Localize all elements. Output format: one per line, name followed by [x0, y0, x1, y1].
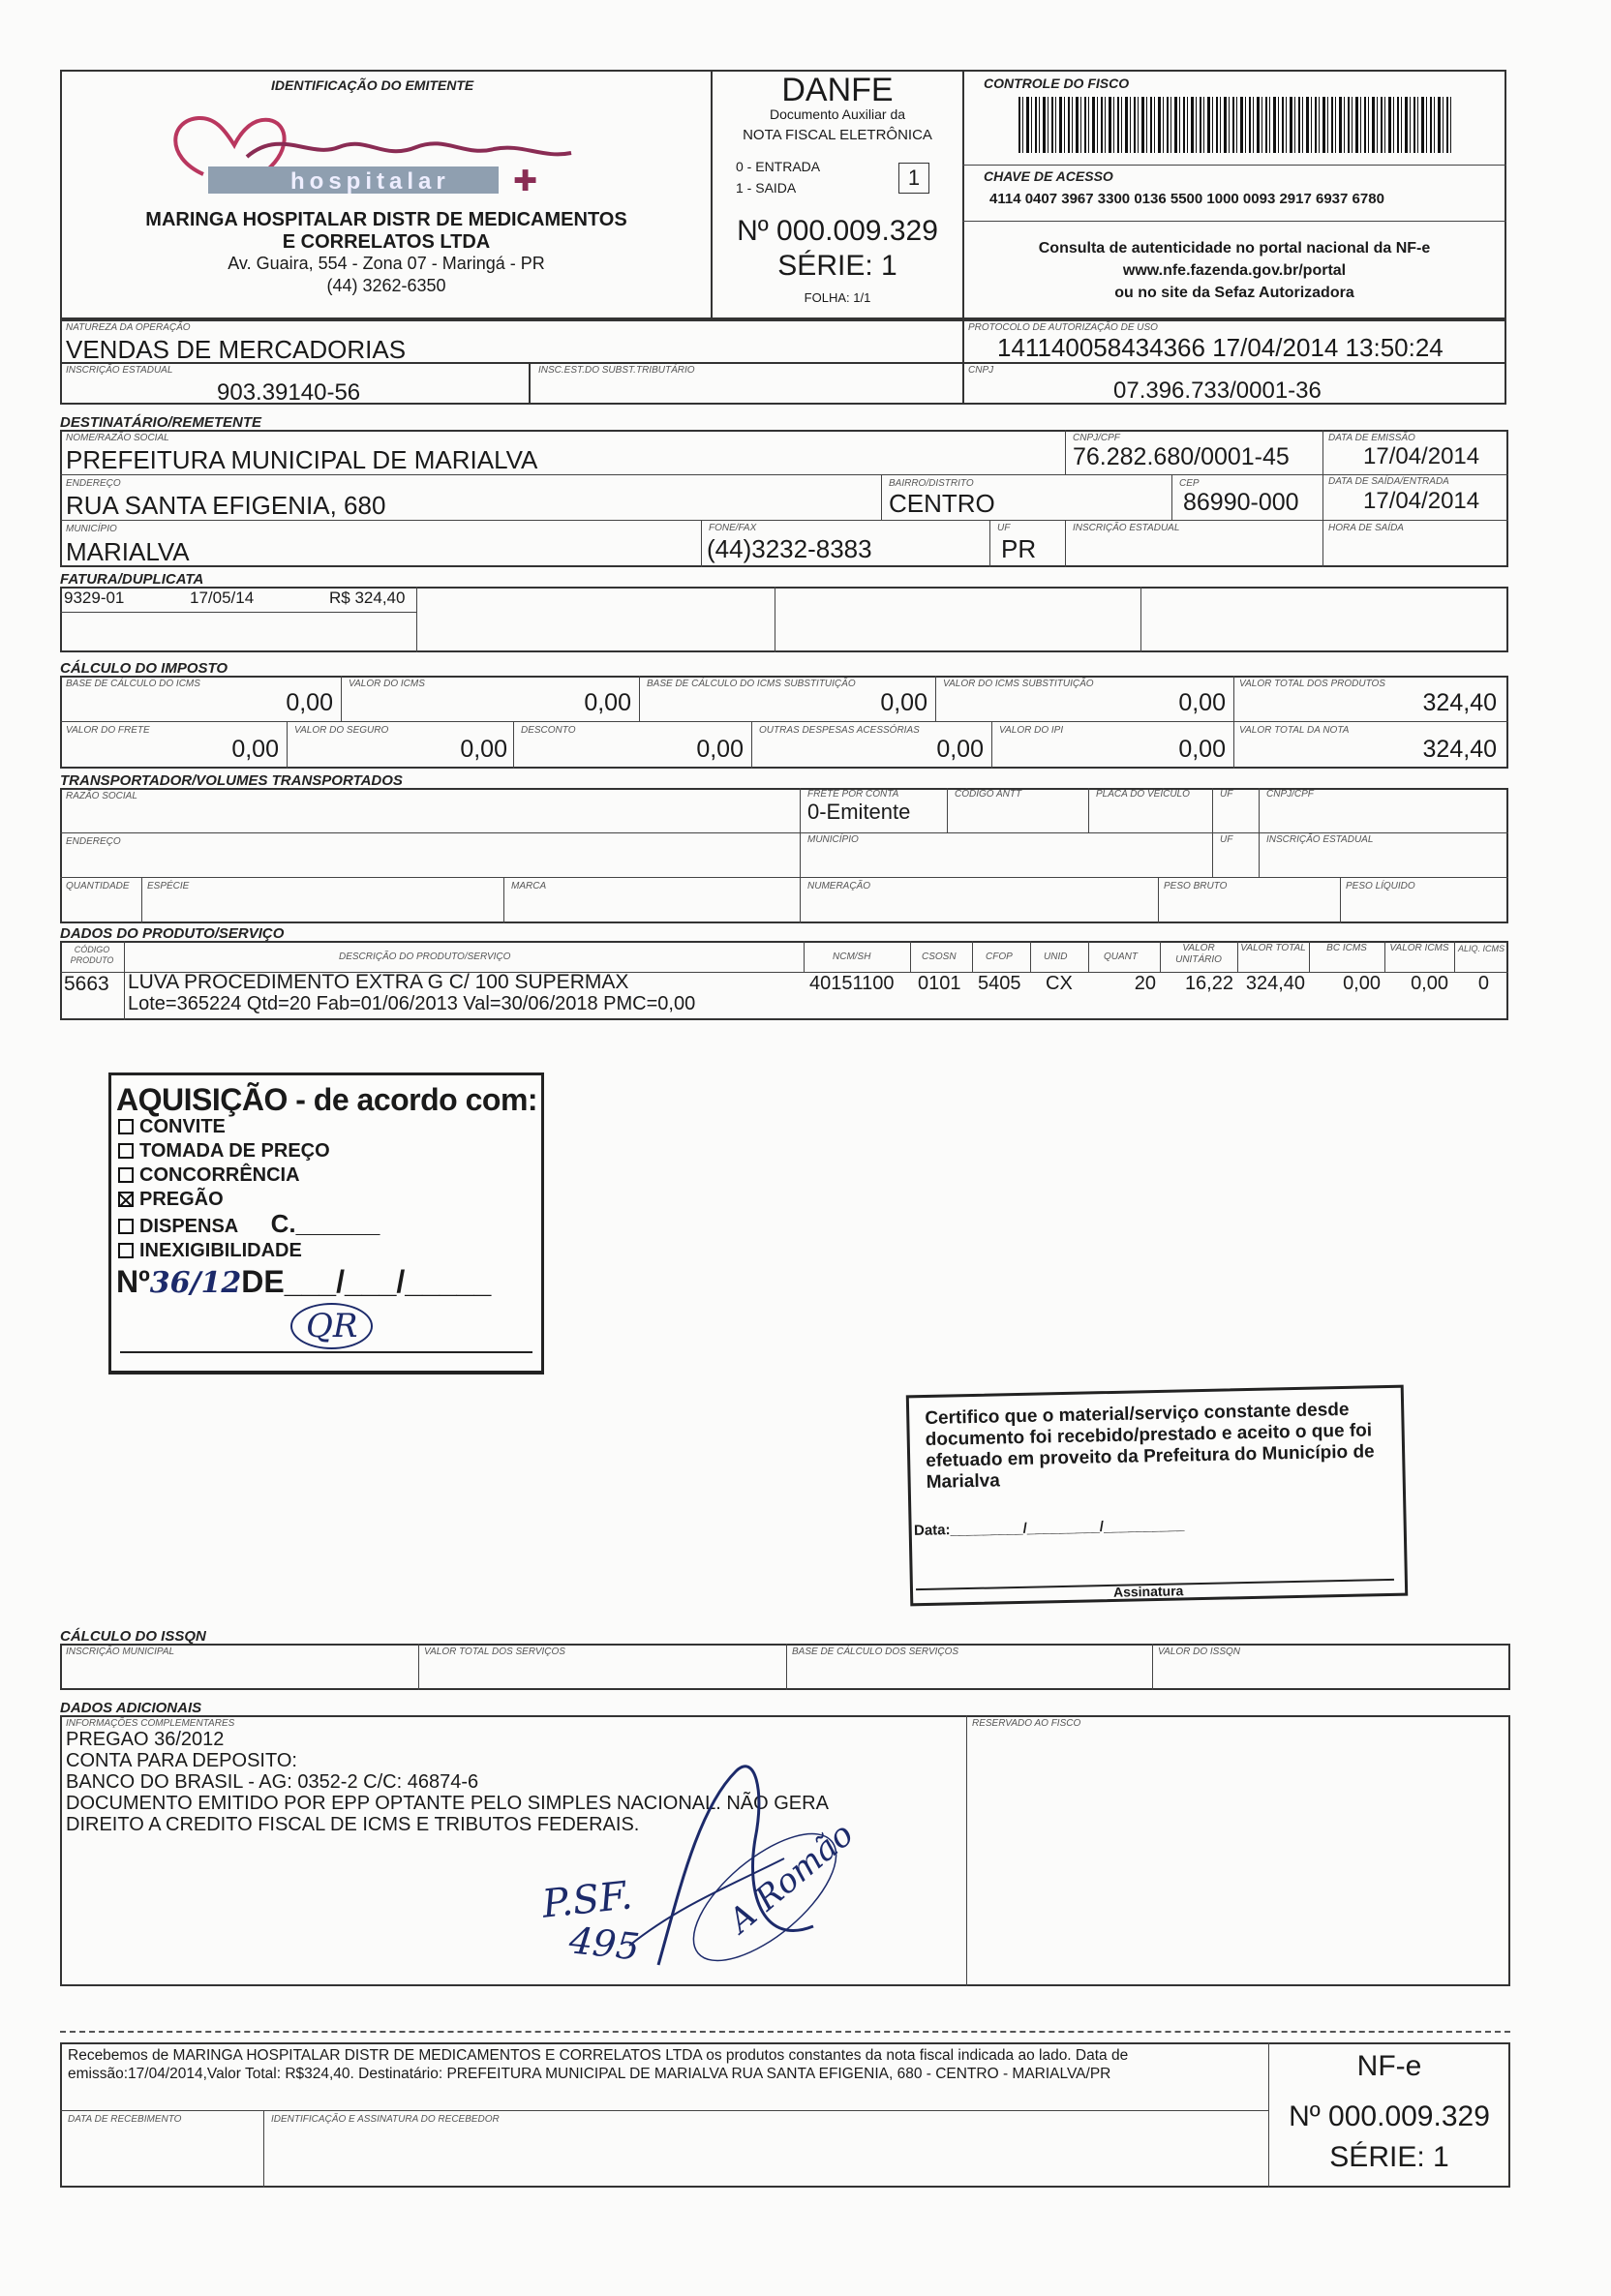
natureza-label: NATUREZA DA OPERAÇÃO: [66, 322, 191, 333]
natureza-value: VENDAS DE MERCADORIAS: [66, 335, 407, 364]
transp-frete-value: 0-Emitente: [807, 800, 911, 824]
frete-value: 0,00: [231, 736, 279, 763]
canhoto-numero: Nº 000.009.329: [1289, 2100, 1490, 2132]
handwritten-495: 495: [566, 1918, 642, 1969]
transp-quantidade-label: QUANTIDADE: [66, 881, 130, 891]
protocolo-label: PROTOCOLO DE AUTORIZAÇÃO DE USO: [968, 322, 1158, 333]
concorrencia-checkbox-icon: [118, 1167, 134, 1183]
emitente-address: Av. Guaira, 554 - Zona 07 - Maringá - PR: [228, 254, 545, 273]
emitente-name-line2: E CORRELATOS LTDA: [282, 231, 491, 253]
adicionais-line-3: DOCUMENTO EMITIDO POR EPP OPTANTE PELO SIMPLES NACIONAL. NÃO GERA: [66, 1793, 829, 1814]
col-ncm-header: NCM/SH: [833, 952, 871, 962]
aquisicao-numero-line: [116, 1264, 491, 1300]
transp-municipio-label: MUNICÍPIO: [807, 834, 859, 845]
col-vicms-header: VALOR ICMS: [1389, 943, 1449, 953]
dest-fone-label: FONE/FAX: [709, 523, 757, 533]
dest-cep-label: CEP: [1179, 478, 1200, 489]
fisco-chave: 4114 0407 3967 3300 0136 5500 1000 0093 2917 6937 6780: [989, 191, 1384, 207]
item-aliq: 0: [1477, 973, 1489, 994]
aquisicao-options: [118, 1115, 380, 1263]
danfe-entrada: 0 - ENTRADA: [736, 159, 821, 174]
item-csosn: 0101: [918, 973, 961, 994]
danfe-title: DANFE: [781, 72, 894, 108]
transportador-section-label: TRANSPORTADOR/VOLUMES TRANSPORTADOS: [60, 772, 403, 789]
danfe-subtitle1: Documento Auxiliar da: [769, 106, 906, 122]
item-quant: 20: [1134, 973, 1156, 994]
fisco-chave-label: CHAVE DE ACESSO: [984, 168, 1113, 184]
fatura-vencimento: 17/05/14: [190, 589, 255, 607]
issqn-section-label: CÁLCULO DO ISSQN: [60, 1628, 206, 1645]
item-unid: CX: [1046, 973, 1073, 994]
dest-bairro-label: BAIRRO/DISTRITO: [889, 478, 974, 489]
total-nota-label: VALOR TOTAL DA NOTA: [1239, 725, 1350, 736]
danfe-saida: 1 - SAIDA: [736, 180, 797, 196]
aquisicao-numero-hand: 36/12: [149, 1266, 242, 1300]
adicionais-line-2: BANCO DO BRASIL - AG: 0352-2 C/C: 46874-6: [66, 1771, 479, 1793]
col-descricao-header: DESCRIÇÃO DO PRODUTO/SERVIÇO: [339, 952, 511, 962]
dest-municipio-value: MARIALVA: [66, 537, 190, 566]
valor-icms-value: 0,00: [584, 689, 631, 716]
emitente-section-label: IDENTIFICAÇÃO DO EMITENTE: [271, 77, 474, 93]
danfe-tipo-box: 1: [898, 163, 929, 194]
transp-numeracao-label: NUMERAÇÃO: [807, 881, 871, 891]
dest-saida-value: 17/04/2014: [1363, 488, 1480, 514]
aquisicao-initials: QR: [290, 1303, 373, 1349]
transp-placa-label: PLACA DO VEÍCULO: [1096, 789, 1190, 800]
dest-cnpj-value: 76.282.680/0001-45: [1073, 443, 1290, 470]
aquisicao-numero-suffix: DE___/___/_____: [241, 1264, 492, 1299]
desconto-label: DESCONTO: [521, 725, 576, 736]
inexigibilidade-checkbox-icon: [118, 1243, 134, 1258]
item-descricao: LUVA PROCEDIMENTO EXTRA G C/ 100 SUPERMAX: [128, 971, 629, 993]
certifico-assinatura-label: Assinatura: [1112, 1583, 1184, 1600]
fisco-consulta1: Consulta de autenticidade no portal nacional da NF-e: [1038, 240, 1431, 257]
fisco-controle-label: CONTROLE DO FISCO: [984, 76, 1130, 91]
danfe-numero: Nº 000.009.329: [737, 215, 938, 247]
handwritten-psf: P.SF.: [539, 1873, 635, 1927]
bc-icms-label: BASE DE CÁLCULO DO ICMS: [66, 679, 200, 689]
adicionais-reservado-label: RESERVADO AO FISCO: [972, 1718, 1081, 1729]
option-inexigibilidade: INEXIGIBILIDADE: [118, 1239, 380, 1263]
transp-frete-label: FRETE POR CONTA: [807, 789, 899, 800]
transp-marca-label: MARCA: [511, 881, 547, 891]
issqn-valor-label: VALOR DO ISSQN: [1158, 1646, 1241, 1657]
issqn-valor-servicos-label: VALOR TOTAL DOS SERVIÇOS: [424, 1646, 565, 1657]
cnpj-emit-value: 07.396.733/0001-36: [1113, 378, 1322, 404]
emitente-phone: (44) 3262-6350: [326, 276, 446, 295]
barcode-image: [1018, 97, 1452, 153]
col-unid-header: UNID: [1044, 952, 1068, 962]
item-codigo: 5663: [64, 973, 109, 995]
certifico-text: Certifico que o material/serviço constante desde documento foi recebido/prestado e aceito o que foi efetuado em proveito da Prefeitura do Município de Marialva: [925, 1399, 1375, 1494]
convite-checkbox-icon: [118, 1119, 134, 1134]
col-aliq-header: ALIQ. ICMS: [1457, 944, 1505, 953]
col-csosn-header: CSOSN: [922, 952, 957, 962]
danfe-subtitle2: NOTA FISCAL ELETRÔNICA: [743, 127, 932, 143]
item-vtotal: 324,40: [1245, 973, 1305, 994]
issqn-base-label: BASE DE CÁLCULO DOS SERVIÇOS: [792, 1646, 959, 1657]
signature-mark: [620, 1752, 871, 1984]
adicionais-line-4: DIREITO A CREDITO FISCAL DE ICMS E TRIBUTOS FEDERAIS.: [66, 1814, 640, 1835]
canhoto-nfe: NF-e: [1356, 2050, 1422, 2082]
ie-label: INSCRIÇÃO ESTADUAL: [66, 365, 173, 376]
fatura-section-label: FATURA/DUPLICATA: [60, 571, 204, 588]
bc-icms-value: 0,00: [286, 689, 333, 716]
transp-especie-label: ESPÉCIE: [147, 881, 190, 891]
produtos-section-label: DADOS DO PRODUTO/SERVIÇO: [60, 925, 285, 942]
transp-antt-label: CÓDIGO ANTT: [955, 789, 1022, 800]
option-pregao: PREGÃO: [118, 1188, 380, 1212]
item-bc: 0,00: [1343, 973, 1381, 994]
fisco-consulta2: www.nfe.fazenda.gov.br/portal: [1122, 262, 1347, 279]
aquisicao-numero-prefix: Nº: [116, 1264, 150, 1299]
iest-label: INSC.EST.DO SUBST.TRIBUTÁRIO: [538, 365, 695, 376]
logo-cross-icon: ✚: [513, 166, 538, 197]
dest-bairro-value: CENTRO: [889, 489, 995, 518]
col-quant-header: QUANT: [1104, 952, 1138, 962]
transp-endereco-label: ENDEREÇO: [66, 836, 121, 847]
transp-cnpj-label: CNPJ/CPF: [1266, 789, 1314, 800]
emitente-name-line1: MARINGA HOSPITALAR DISTR DE MEDICAMENTOS: [145, 209, 627, 230]
adicionais-line-0: PREGAO 36/2012: [66, 1729, 225, 1750]
outras-despesas-value: 0,00: [936, 736, 984, 763]
dest-endereco-label: ENDEREÇO: [66, 478, 121, 489]
certifico-data-label: Data:: [913, 1522, 951, 1539]
logo-subtext: hospitalar: [290, 168, 450, 195]
issqn-box: [60, 1644, 1510, 1690]
valor-icms-st-label: VALOR DO ICMS SUBSTITUIÇÃO: [943, 679, 1094, 689]
item-vunit: 16,22: [1184, 973, 1233, 994]
adicionais-line-1: CONTA PARA DEPOSITO:: [66, 1750, 297, 1771]
dest-emissao-value: 17/04/2014: [1363, 443, 1480, 469]
dest-cnpj-label: CNPJ/CPF: [1073, 433, 1120, 443]
dest-uf-label: UF: [997, 523, 1011, 533]
desconto-value: 0,00: [696, 736, 744, 763]
danfe-serie: SÉRIE: 1: [777, 250, 897, 282]
transportador-box: [60, 788, 1508, 923]
protocolo-value: 141140058434366 17/04/2014 13:50:24: [997, 333, 1444, 362]
item-cfop: 5405: [978, 973, 1021, 994]
ipi-value: 0,00: [1178, 736, 1226, 763]
cut-line: [60, 2031, 1510, 2033]
dest-nome-value: PREFEITURA MUNICIPAL DE MARIALVA: [66, 445, 538, 474]
transp-uf2-label: UF: [1220, 834, 1233, 845]
fatura-numero: 9329-01: [64, 589, 125, 607]
dest-endereco-value: RUA SANTA EFIGENIA, 680: [66, 491, 386, 520]
issqn-inscricao-label: INSCRIÇÃO MUNICIPAL: [66, 1646, 175, 1657]
bc-icms-st-label: BASE DE CÁLCULO DO ICMS SUBSTITUIÇÃO: [647, 679, 856, 689]
total-nota-value: 324,40: [1422, 736, 1497, 763]
canhoto-data-label: DATA DE RECEBIMENTO: [68, 2114, 182, 2125]
tomada-checkbox-icon: [118, 1143, 134, 1159]
dest-cep-value: 86990-000: [1183, 489, 1299, 516]
transp-peso-bruto-label: PESO BRUTO: [1164, 881, 1228, 891]
ie-value: 903.39140-56: [217, 379, 361, 406]
pregao-checked-checkbox-icon: [118, 1192, 134, 1207]
canhoto-assinatura-label: IDENTIFICAÇÃO E ASSINATURA DO RECEBEDOR: [271, 2114, 500, 2125]
aquisicao-title: AQUISIÇÃO - de acordo com:: [116, 1082, 538, 1117]
col-codigo-header: CÓDIGO PRODUTO: [70, 945, 114, 965]
valor-icms-st-value: 0,00: [1178, 689, 1226, 716]
cnpj-emit-label: CNPJ: [968, 365, 994, 376]
transp-razao-label: RAZÃO SOCIAL: [66, 791, 137, 801]
item-lote: Lote=365224 Qtd=20 Fab=01/06/2013 Val=30/06/2018 PMC=0,00: [128, 993, 696, 1014]
ipi-label: VALOR DO IPI: [999, 725, 1064, 736]
dest-nome-label: NOME/RAZÃO SOCIAL: [66, 433, 169, 443]
logo-text: [106, 106, 317, 173]
item-vicms: 0,00: [1411, 973, 1448, 994]
bc-icms-st-value: 0,00: [880, 689, 927, 716]
destinatario-section-label: DESTINATÁRIO/REMETENTE: [60, 414, 262, 431]
imposto-section-label: CÁLCULO DO IMPOSTO: [60, 660, 228, 677]
total-produtos-label: VALOR TOTAL DOS PRODUTOS: [1239, 679, 1385, 689]
dest-hora-label: HORA DE SAÍDA: [1328, 523, 1404, 533]
option-dispensa: DISPENSA C.______: [118, 1212, 380, 1239]
adicionais-info-label: INFORMAÇÕES COMPLEMENTARES: [66, 1718, 235, 1729]
option-concorrencia: CONCORRÊNCIA: [118, 1163, 380, 1188]
fisco-consulta3: ou no site da Sefaz Autorizadora: [1114, 285, 1354, 301]
dispensa-checkbox-icon: [118, 1219, 134, 1234]
col-cfop-header: CFOP: [986, 952, 1013, 962]
transp-uf-label: UF: [1220, 789, 1233, 800]
transp-ie-label: INSCRIÇÃO ESTADUAL: [1266, 834, 1374, 845]
adicionais-section-label: DADOS ADICIONAIS: [60, 1700, 202, 1716]
dest-uf-value: PR: [1001, 534, 1037, 563]
frete-label: VALOR DO FRETE: [66, 725, 150, 736]
col-bc-header: BC ICMS: [1326, 943, 1367, 953]
option-convite: CONVITE: [118, 1115, 380, 1139]
danfe-folha: FOLHA: 1/1: [804, 290, 871, 305]
col-vtotal-header: VALOR TOTAL: [1240, 943, 1306, 953]
seguro-label: VALOR DO SEGURO: [294, 725, 389, 736]
canhoto-serie: SÉRIE: 1: [1329, 2141, 1449, 2173]
dest-saida-label: DATA DE SAÍDA/ENTRADA: [1328, 476, 1449, 487]
signature-stamp-name: A Romão: [721, 1815, 862, 1941]
valor-icms-label: VALOR DO ICMS: [349, 679, 425, 689]
transp-peso-liquido-label: PESO LÍQUIDO: [1346, 881, 1415, 891]
dispensa-suffix: C.______: [270, 1209, 380, 1238]
item-ncm: 40151100: [809, 973, 895, 994]
dest-emissao-label: DATA DE EMISSÃO: [1328, 433, 1415, 443]
seguro-value: 0,00: [460, 736, 507, 763]
total-produtos-value: 324,40: [1422, 689, 1497, 716]
col-vunit-header: VALOR UNITÁRIO: [1175, 943, 1222, 965]
fatura-box: [60, 587, 1508, 652]
canhoto-text: Recebemos de MARINGA HOSPITALAR DISTR DE MEDICAMENTOS E CORRELATOS LTDA os produtos constantes da nota fiscal indicada ao lado. Data de emissão:17/04/2014,Valor Total: R$324,40. Destinatário: PREFEITURA MUNICIPAL DE MARIALVA RUA SANTA EFIGENIA, 680 - CENTRO - MARIALVA/PR: [68, 2047, 1129, 2082]
dest-fone-value: (44)3232-8383: [707, 534, 872, 563]
dest-ie-label: INSCRIÇÃO ESTADUAL: [1073, 523, 1180, 533]
fatura-valor: R$ 324,40: [329, 589, 406, 607]
option-tomada: TOMADA DE PREÇO: [118, 1139, 380, 1163]
outras-despesas-label: OUTRAS DESPESAS ACESSÓRIAS: [759, 725, 920, 736]
certifico-data-blank: _________/_________/__________: [950, 1517, 1185, 1539]
dest-municipio-label: MUNICÍPIO: [66, 524, 117, 534]
